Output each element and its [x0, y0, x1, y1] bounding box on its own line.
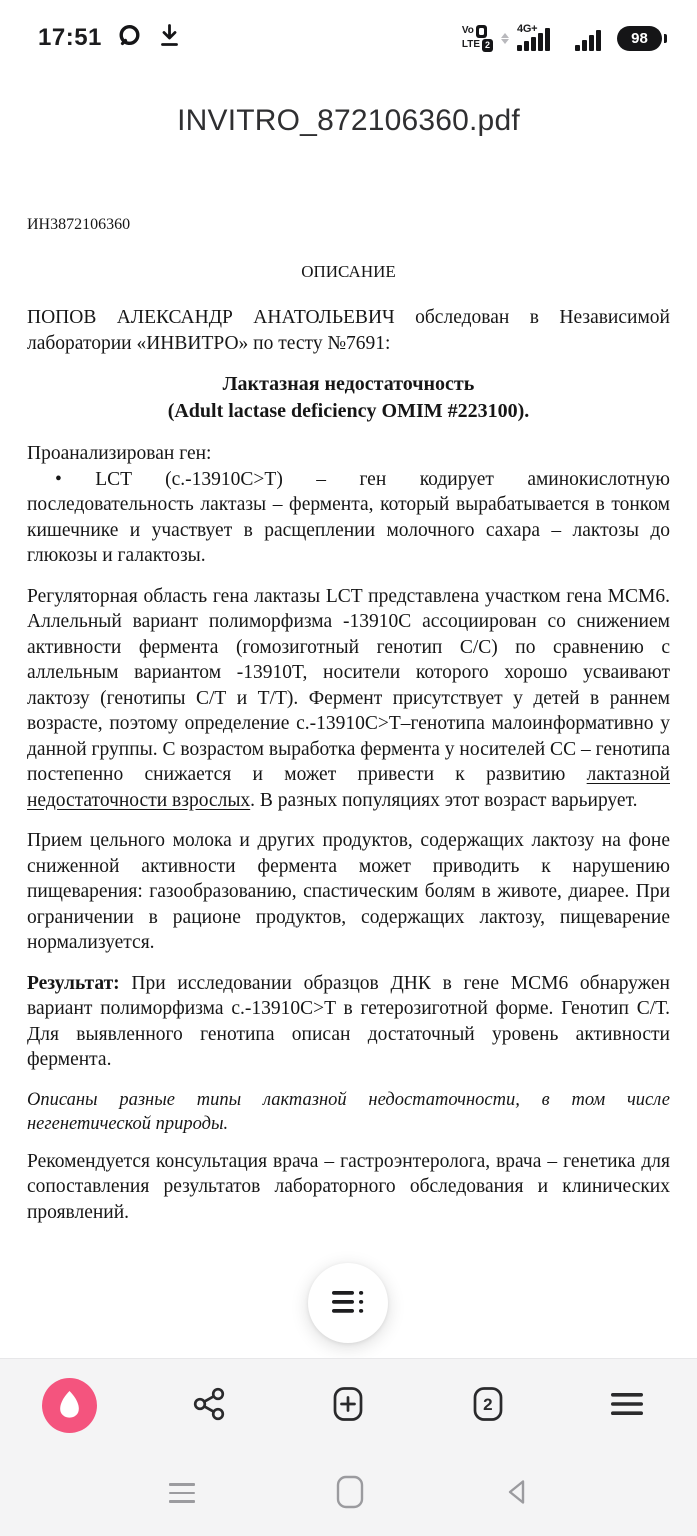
- signal-bars-sim2-icon: [575, 24, 609, 52]
- result-paragraph: Результат: При исследовании образцов ДНК в гене MCM6 обнаружен вариант полиморфизма с.-13910C>T в гетерозиготной форме. Генотип С/Т. Для выявленного генотипа описан достаточный уровень активности фермента.: [27, 972, 670, 1070]
- milk-paragraph: Прием цельного молока и других продуктов, содержащих лактозу на фоне сниженной активности фермента может приводить к нарушению пищеварения: газообразованию, спастическим болям в животе, диарее. При ограничении в рационе продуктов, содержащих лактозу, пищеварение нормализуется.: [27, 830, 670, 953]
- volte-bottom-label: LTE: [461, 39, 480, 50]
- signal-bars-sim1-icon: [517, 24, 567, 52]
- pdf-filename: INVITRO_872106360.pdf: [177, 104, 520, 137]
- back-icon: [502, 1477, 532, 1510]
- recents-icon: [169, 1483, 195, 1502]
- contents-fab[interactable]: [308, 1263, 388, 1343]
- network-arrows-icon: [501, 33, 509, 44]
- tabs-button[interactable]: [453, 1370, 523, 1440]
- patient-paragraph: ПОПОВ АЛЕКСАНДР АНАТОЛЬЕВИЧ обследован в Независимой лаборатории «ИНВИТРО» по тесту №7691:: [27, 307, 670, 354]
- volte-indicator: [462, 25, 493, 52]
- sim1-icon: [476, 25, 487, 38]
- tabs-count: 2: [483, 1395, 493, 1414]
- android-navbar: [0, 1450, 697, 1536]
- download-icon: [157, 22, 182, 54]
- battery-indicator: 98: [617, 26, 667, 51]
- section-heading-description: ОПИСАНИЕ: [301, 261, 396, 281]
- network-type-label: 4G+: [517, 23, 538, 35]
- browser-toolbar: [0, 1358, 697, 1451]
- document-body: [27, 212, 670, 1240]
- gene-bullet: • LCT (с.-13910C>T) – ген кодирует аминокислотную последовательность лактазы – фермента, который вырабатывается в тонком кишечнике и участвует в расщеплении молочного сахара – лактозы до глюкозы и галактозы.: [27, 468, 670, 566]
- note-paragraph: Описаны разные типы лактазной недостаточности, в том числе негенетической природы.: [27, 1089, 670, 1134]
- hamburger-icon: [610, 1389, 644, 1422]
- home-button[interactable]: [320, 1463, 380, 1523]
- plus-icon: [329, 1385, 367, 1426]
- recommendation-paragraph: Рекомендуется консультация врача – гастроэнтеролога, врача – генетика для сопоставления результатов лабораторного обследования и клинических проявлений.: [27, 1150, 670, 1223]
- home-icon: [336, 1475, 364, 1512]
- menu-button[interactable]: [592, 1370, 662, 1440]
- share-button[interactable]: [174, 1370, 244, 1440]
- list-icon: [330, 1287, 366, 1320]
- volte-top-label: Vo: [461, 25, 474, 36]
- yandex-app-icon: [116, 22, 143, 54]
- back-button[interactable]: [487, 1463, 547, 1523]
- status-time: 17:51: [38, 24, 102, 51]
- regulatory-paragraph: Регуляторная область гена лактазы LCT представлена участком гена MCM6. Аллельный вариант полиморфизма -13910C ассоциирован со снижением активности фермента (гомозиготный генотип С/С) по сравнению с аллельным вариантом -13910T, носители которого хорошо усваивают лактозу (генотипы С/Т и Т/Т). Фермент присутствует у детей в раннем возрасте, поэтому определение с.-13910C>T–генотипа малоинформативно у данной группы. С возрастом выработка фермента у носителей СС – генотипа постепенно снижается и может привести к развитию лактазной недостаточности взрослых. В разных популяциях этот возраст варьирует.: [27, 585, 670, 811]
- document-number: ИН3872106360: [27, 216, 131, 233]
- status-bar: [0, 14, 697, 62]
- recents-button[interactable]: [152, 1463, 212, 1523]
- gene-intro: Проанализирован ген:: [27, 443, 212, 464]
- sim2-badge: 2: [482, 39, 493, 52]
- diagnosis-heading: Лактазная недостаточность (Adult lactase deficiency OMIM #223100).: [167, 373, 530, 422]
- alice-button[interactable]: [35, 1370, 105, 1440]
- alice-icon: [42, 1378, 97, 1433]
- share-icon: [190, 1385, 228, 1426]
- new-tab-button[interactable]: [313, 1370, 383, 1440]
